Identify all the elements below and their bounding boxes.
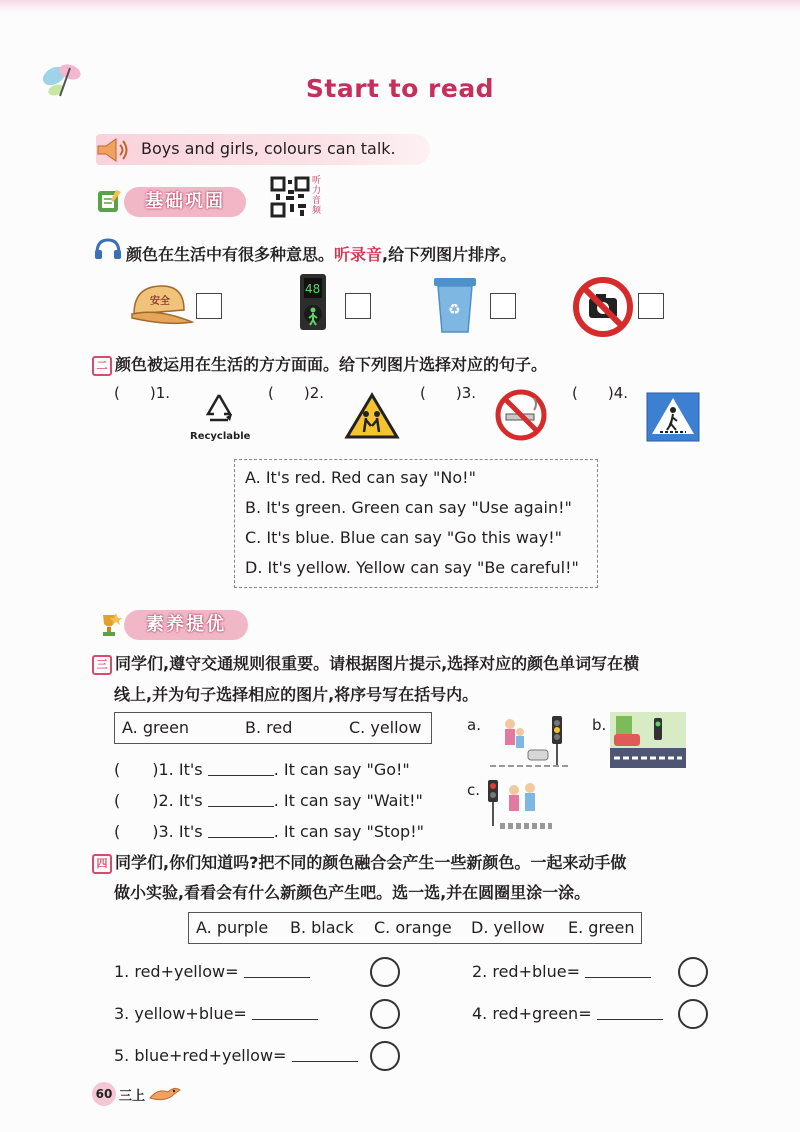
svg-text:♻: ♻ [448, 302, 461, 318]
q1-instruction: 颜色在生活中有很多种意思。听录音,给下列图片排序。 [126, 245, 517, 264]
q2-option-a: A. It's red. Red can say "No!" [245, 468, 476, 487]
trophy-icon [96, 612, 122, 638]
picture-b-green-light [610, 712, 686, 768]
answer-blank[interactable] [585, 963, 651, 978]
mix-item-4: 4. red+green= [472, 1004, 663, 1023]
q2-paren-1[interactable]: ( )1. [114, 384, 171, 402]
pic-label-c: c. [467, 781, 481, 799]
q2-option-b: B. It's green. Green can say "Use again!" [245, 498, 572, 517]
q4-option-e: E. green [568, 918, 635, 937]
q4-option-b: B. black [290, 918, 354, 937]
q2-option-d: D. It's yellow. Yellow can say "Be careful!" [245, 558, 579, 577]
q3-instruction-line1: 三 同学们,遵守交通规则很重要。请根据图片提示,选择对应的颜色单词写在横 [92, 651, 639, 675]
mix-item-3: 3. yellow+blue= [114, 1004, 318, 1023]
color-circle-5[interactable] [370, 1041, 400, 1071]
pic-label-b: b. [592, 716, 607, 734]
q2-paren-2[interactable]: ( )2. [268, 384, 325, 402]
grade-label: 三上 [119, 1089, 146, 1104]
mix-item-1: 1. red+yellow= [114, 962, 310, 981]
mix-item-5: 5. blue+red+yellow= [114, 1046, 358, 1065]
cap-text: 安全 [150, 296, 170, 307]
color-circle-3[interactable] [370, 999, 400, 1029]
headphones-icon [93, 237, 123, 261]
q3-sentence-3: ( )3. It's . It can say "Stop!" [114, 822, 424, 841]
no-smoking-sign-icon [494, 388, 548, 442]
order-box-1[interactable] [196, 293, 222, 319]
order-box-2[interactable] [345, 293, 371, 319]
cap-image [128, 280, 194, 328]
section-tab-advanced: 素养提优 [124, 610, 248, 640]
recycle-bin-image [432, 274, 478, 336]
q2-paren-4[interactable]: ( )4. [572, 384, 629, 402]
q3-sentence-2: ( )2. It's . It can say "Wait!" [114, 791, 423, 810]
qr-caption: 听力音频 [312, 176, 322, 216]
mix-item-2: 2. red+blue= [472, 962, 651, 981]
answer-blank[interactable] [208, 761, 274, 776]
traffic-light-image [296, 272, 330, 334]
color-circle-1[interactable] [370, 957, 400, 987]
no-camera-sign-image [572, 276, 634, 338]
top-band [0, 0, 800, 12]
q3-option-c: C. yellow [349, 718, 422, 737]
color-circle-4[interactable] [678, 999, 708, 1029]
answer-blank[interactable] [597, 1005, 663, 1020]
q2-instruction: 二 颜色被运用在生活的方方面面。给下列图片选择对应的句子。 [92, 352, 547, 376]
page-number: 60 [92, 1082, 116, 1106]
recycle-symbol-icon [200, 392, 238, 426]
q2-paren-3[interactable]: ( )3. [420, 384, 477, 402]
q3-option-b: B. red [245, 718, 293, 737]
order-box-4[interactable] [638, 293, 664, 319]
light-digits: 48 [305, 282, 321, 296]
picture-c-red-light [486, 776, 552, 834]
answer-blank[interactable] [208, 792, 274, 807]
pic-label-a: a. [467, 716, 481, 734]
q2-option-c: C. It's blue. Blue can say "Go this way!" [245, 528, 562, 547]
page-title: Start to read [305, 74, 495, 103]
answer-blank[interactable] [208, 823, 274, 838]
section-tab-basic: 基础巩固 [124, 187, 246, 217]
pedestrian-crossing-sign-icon [646, 392, 700, 442]
recyclable-caption: Recyclable [190, 431, 251, 442]
answer-blank[interactable] [244, 963, 310, 978]
banner-text: Boys and girls, colours can talk. [141, 139, 396, 158]
q3-option-a: A. green [122, 718, 190, 737]
answer-blank[interactable] [252, 1005, 318, 1020]
q4-option-d: D. yellow [471, 918, 545, 937]
notebook-icon [96, 188, 122, 214]
q4-instruction-line2: 做小实验,看看会有什么新颜色产生吧。选一选,并在圆圈里涂一涂。 [114, 883, 591, 902]
order-box-3[interactable] [490, 293, 516, 319]
q4-option-a: A. purple [196, 918, 269, 937]
q3-sentence-1: ( )1. It's . It can say "Go!" [114, 760, 410, 779]
q4-instruction-line1: 四 同学们,你们知道吗?把不同的颜色融合会产生一些新颜色。一起来动手做 [92, 850, 626, 874]
q3-instruction-line2: 线上,并为句子选择相应的图片,将序号写在括号内。 [114, 685, 479, 704]
picture-a-yellow-light [490, 712, 570, 768]
speaker-icon [96, 137, 130, 163]
q4-option-c: C. orange [374, 918, 452, 937]
answer-blank[interactable] [292, 1047, 358, 1062]
school-crossing-sign-icon [344, 392, 400, 440]
bird-icon [148, 1084, 182, 1104]
qr-code-icon[interactable] [270, 176, 310, 218]
color-circle-2[interactable] [678, 957, 708, 987]
